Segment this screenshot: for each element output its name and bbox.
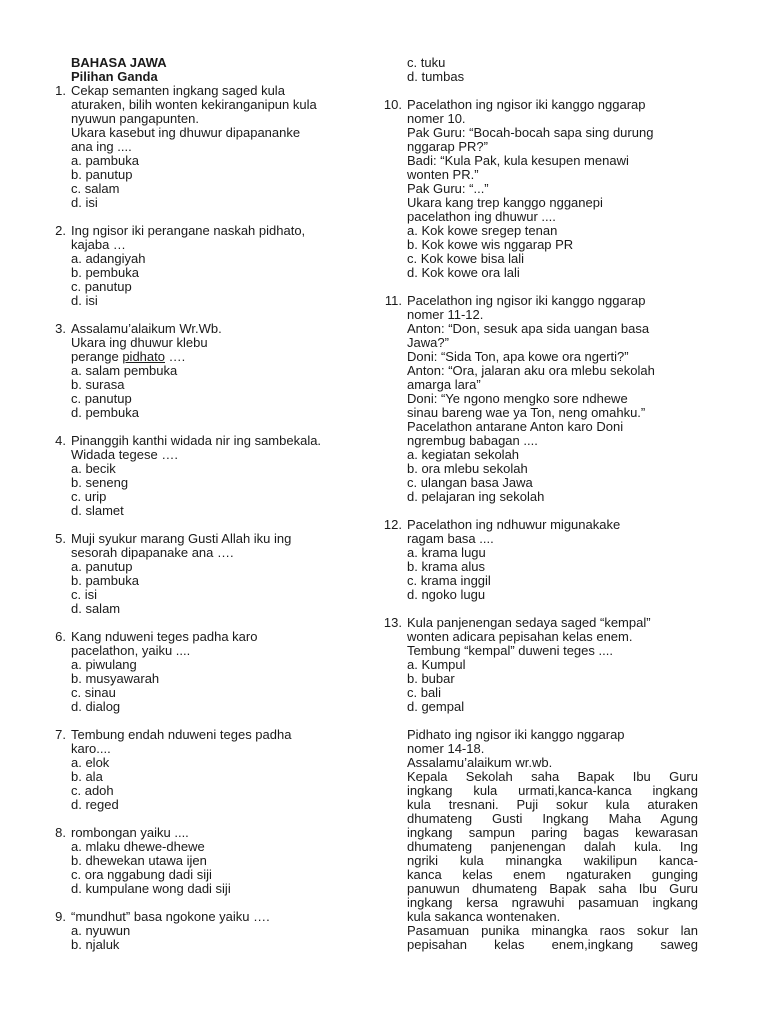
question-text: Pak Guru: “...” bbox=[407, 181, 489, 196]
right-column bbox=[382, 56, 698, 952]
option: c. bali bbox=[407, 685, 441, 700]
question-text: nomer 10. bbox=[407, 111, 466, 126]
question-number: 7. bbox=[55, 727, 66, 742]
option: b. seneng bbox=[71, 475, 129, 490]
passage-line: ingkang kersa ngrawuhi pasamuan ingkang bbox=[407, 895, 698, 910]
question-11 bbox=[382, 294, 698, 504]
passage-line: pepisahan kelas enem,ingkang saweg bbox=[407, 937, 698, 952]
question-4 bbox=[46, 434, 371, 518]
question-text: pacelathon, yaiku .... bbox=[71, 643, 191, 658]
option: b. krama alus bbox=[407, 559, 486, 574]
question-text: Widada tegese …. bbox=[71, 447, 178, 462]
passage-line: Pasamuan punika minangka raos sokur lan bbox=[407, 923, 698, 938]
question-text: Pacelathon antarane Anton karo Doni bbox=[407, 419, 624, 434]
option: d. slamet bbox=[71, 503, 124, 518]
question-text: karo.... bbox=[71, 741, 111, 756]
question-text: Ing ngisor iki perangane naskah pidhato, bbox=[71, 223, 306, 238]
question-number: 2. bbox=[55, 223, 66, 238]
question-text: Kang nduweni teges padha karo bbox=[71, 629, 258, 644]
question-text: Ukara kang trep kanggo ngganepi bbox=[407, 195, 603, 210]
option: d. Kok kowe ora lali bbox=[407, 265, 520, 280]
option: a. pambuka bbox=[71, 153, 139, 168]
question-8 bbox=[46, 826, 371, 896]
question-13 bbox=[382, 616, 698, 714]
option: b. pembuka bbox=[71, 265, 139, 280]
option: d. reged bbox=[71, 797, 119, 812]
question-text: Pak Guru: “Bocah-bocah sapa sing durung bbox=[407, 125, 654, 140]
option: d. pembuka bbox=[71, 405, 139, 420]
question-3 bbox=[46, 322, 371, 420]
question-9 bbox=[46, 910, 371, 952]
option: d. ngoko lugu bbox=[407, 587, 486, 602]
option: c. isi bbox=[71, 587, 97, 602]
option: c. panutup bbox=[71, 279, 132, 294]
option: a. elok bbox=[71, 755, 110, 770]
option: b. panutup bbox=[71, 167, 133, 182]
question-number: 5. bbox=[55, 531, 66, 546]
option: d. gempal bbox=[407, 699, 465, 714]
question-9-continued bbox=[382, 56, 698, 84]
question-text: kajaba … bbox=[71, 237, 126, 252]
question-number: 1. bbox=[55, 83, 66, 98]
option: c. salam bbox=[71, 181, 120, 196]
option: b. dhewekan utawa ijen bbox=[71, 853, 207, 868]
question-text: rombongan yaiku .... bbox=[71, 825, 189, 840]
option: a. mlaku dhewe-dhewe bbox=[71, 839, 205, 854]
passage-intro: nomer 14-18. bbox=[407, 741, 485, 756]
question-number: 12. bbox=[383, 517, 402, 532]
question-6 bbox=[46, 630, 371, 714]
passage-line: ingkang kula urmati,kanca-kanca ingkang bbox=[407, 783, 698, 798]
option: c. sinau bbox=[71, 685, 116, 700]
left-column bbox=[46, 56, 371, 952]
option: c. tuku bbox=[407, 55, 446, 70]
question-text: Doni: “Ye ngono mengko sore ndhewe bbox=[407, 391, 628, 406]
option: b. surasa bbox=[71, 377, 125, 392]
option: b. ala bbox=[71, 769, 103, 784]
question-number: 9. bbox=[55, 909, 66, 924]
option: a. kegiatan sekolah bbox=[407, 447, 520, 462]
question-text: wonten PR.” bbox=[407, 167, 479, 182]
question-text: nyuwun pangapunten. bbox=[71, 111, 199, 126]
question-text: sinau bareng wae ya Ton, neng omahku.” bbox=[407, 405, 646, 420]
passage-intro: Pidhato ing ngisor iki kanggo nggarap bbox=[407, 727, 625, 742]
option: d. dialog bbox=[71, 699, 121, 714]
option: a. Kok kowe sregep tenan bbox=[407, 223, 558, 238]
option: a. nyuwun bbox=[71, 923, 131, 938]
option: a. Kumpul bbox=[407, 657, 466, 672]
question-text: Badi: “Kula Pak, kula kesupen menawi bbox=[407, 153, 629, 168]
question-text: Tembung endah nduweni teges padha bbox=[71, 727, 292, 742]
option: a. krama lugu bbox=[407, 545, 486, 560]
option: c. ora nggabung dadi siji bbox=[71, 867, 212, 882]
option: d. pelajaran ing sekolah bbox=[407, 489, 545, 504]
section-title: Pilihan Ganda bbox=[71, 69, 158, 84]
question-text: Jawa?” bbox=[407, 335, 449, 350]
passage-line: kula tresnani. Puji sokur kula aturaken bbox=[407, 797, 698, 812]
question-10 bbox=[382, 98, 698, 280]
question-text: Pacelathon ing ndhuwur migunakake bbox=[407, 517, 621, 532]
question-text: “mundhut” basa ngokone yaiku …. bbox=[71, 909, 270, 924]
question-text: Muji syukur marang Gusti Allah iku ing bbox=[71, 531, 292, 546]
question-text: Ukara ing dhuwur klebu bbox=[71, 335, 208, 350]
question-text: Kula panjenengan sedaya saged “kempal” bbox=[407, 615, 651, 630]
option: c. krama inggil bbox=[407, 573, 491, 588]
underlined-word: pidhato bbox=[122, 349, 165, 364]
option: b. ora mlebu sekolah bbox=[407, 461, 528, 476]
question-text: wonten adicara pepisahan kelas enem. bbox=[407, 629, 633, 644]
question-text: ngrembug babagan .... bbox=[407, 433, 538, 448]
passage-line: kanca kelas enem ngaturaken gunging bbox=[407, 867, 698, 882]
question-text: ragam basa .... bbox=[407, 531, 494, 546]
question-text: Cekap semanten ingkang saged kula bbox=[71, 83, 285, 98]
subject-title: BAHASA JAWA bbox=[71, 55, 167, 70]
option: a. piwulang bbox=[71, 657, 137, 672]
question-text: Pacelathon ing ngisor iki kanggo nggarap bbox=[407, 293, 646, 308]
question-text: Doni: “Sida Ton, apa kowe ora ngerti?” bbox=[407, 349, 629, 364]
option: a. panutup bbox=[71, 559, 133, 574]
question-text: amarga lara” bbox=[407, 377, 481, 392]
question-text: ana ing .... bbox=[71, 139, 132, 154]
option: d. isi bbox=[71, 293, 98, 308]
question-number: 10. bbox=[383, 97, 402, 112]
question-number: 8. bbox=[55, 825, 66, 840]
question-text: Assalamu’alaikum Wr.Wb. bbox=[71, 321, 222, 336]
option: b. njaluk bbox=[71, 937, 120, 952]
option: b. Kok kowe wis nggarap PR bbox=[407, 237, 574, 252]
question-text: aturaken, bilih wonten kekiranganipun kula bbox=[71, 97, 317, 112]
question-text: Ukara kasebut ing dhuwur dipapananke bbox=[71, 125, 301, 140]
option: c. Kok kowe bisa lali bbox=[407, 251, 525, 266]
question-text: perange pidhato …. bbox=[71, 349, 186, 364]
question-text: Pacelathon ing ngisor iki kanggo nggarap bbox=[407, 97, 646, 112]
question-text: Pinanggih kanthi widada nir ing sambekala. bbox=[71, 433, 322, 448]
option: c. panutup bbox=[71, 391, 132, 406]
question-text: pacelathon ing dhuwur .... bbox=[407, 209, 556, 224]
question-5 bbox=[46, 532, 371, 616]
question-text: sesorah dipapanake ana …. bbox=[71, 545, 234, 560]
passage-line: kula sakanca wontenaken. bbox=[407, 909, 561, 924]
question-number: 6. bbox=[55, 629, 66, 644]
option: c. urip bbox=[71, 489, 107, 504]
question-1 bbox=[46, 84, 371, 210]
option: c. ulangan basa Jawa bbox=[407, 475, 533, 490]
question-number: 13. bbox=[383, 615, 402, 630]
question-number: 4. bbox=[55, 433, 66, 448]
option: a. becik bbox=[71, 461, 116, 476]
passage-intro: Assalamu’alaikum wr.wb. bbox=[407, 755, 553, 770]
option: d. isi bbox=[71, 195, 98, 210]
reading-passage bbox=[382, 728, 698, 952]
passage-line: panuwun dhumateng Bapak saha Ibu Guru bbox=[407, 881, 698, 896]
option: b. pambuka bbox=[71, 573, 139, 588]
question-text: nomer 11-12. bbox=[407, 307, 484, 322]
question-text: Tembung “kempal” duweni teges .... bbox=[407, 643, 613, 658]
question-text: Anton: “Don, sesuk apa sida uangan basa bbox=[407, 321, 650, 336]
option: d. kumpulane wong dadi siji bbox=[71, 881, 231, 896]
passage-line: ngriki kula minangka wakilipun kanca- bbox=[407, 853, 698, 868]
question-12 bbox=[382, 518, 698, 602]
passage-line: ingkang sampun paring bagas kewarasan bbox=[407, 825, 698, 840]
passage-line: Kepala Sekolah saha Bapak Ibu Guru bbox=[407, 769, 698, 784]
passage-line: dhumateng panjenengan dalah kula. Ing bbox=[407, 839, 698, 854]
question-text: Anton: “Ora, jalaran aku ora mlebu sekolah bbox=[407, 363, 655, 378]
option: d. salam bbox=[71, 601, 121, 616]
question-number: 11. bbox=[384, 293, 402, 308]
question-text: nggarap PR?” bbox=[407, 139, 488, 154]
question-2 bbox=[46, 224, 371, 308]
passage-line: dhumateng Gusti Ingkang Maha Agung bbox=[407, 811, 698, 826]
question-7 bbox=[46, 728, 371, 812]
option: a. adangiyah bbox=[71, 251, 146, 266]
option: a. salam pembuka bbox=[71, 363, 178, 378]
option: c. adoh bbox=[71, 783, 114, 798]
option: b. musyawarah bbox=[71, 671, 160, 686]
option: b. bubar bbox=[407, 671, 455, 686]
option: d. tumbas bbox=[407, 69, 465, 84]
question-number: 3. bbox=[55, 321, 66, 336]
